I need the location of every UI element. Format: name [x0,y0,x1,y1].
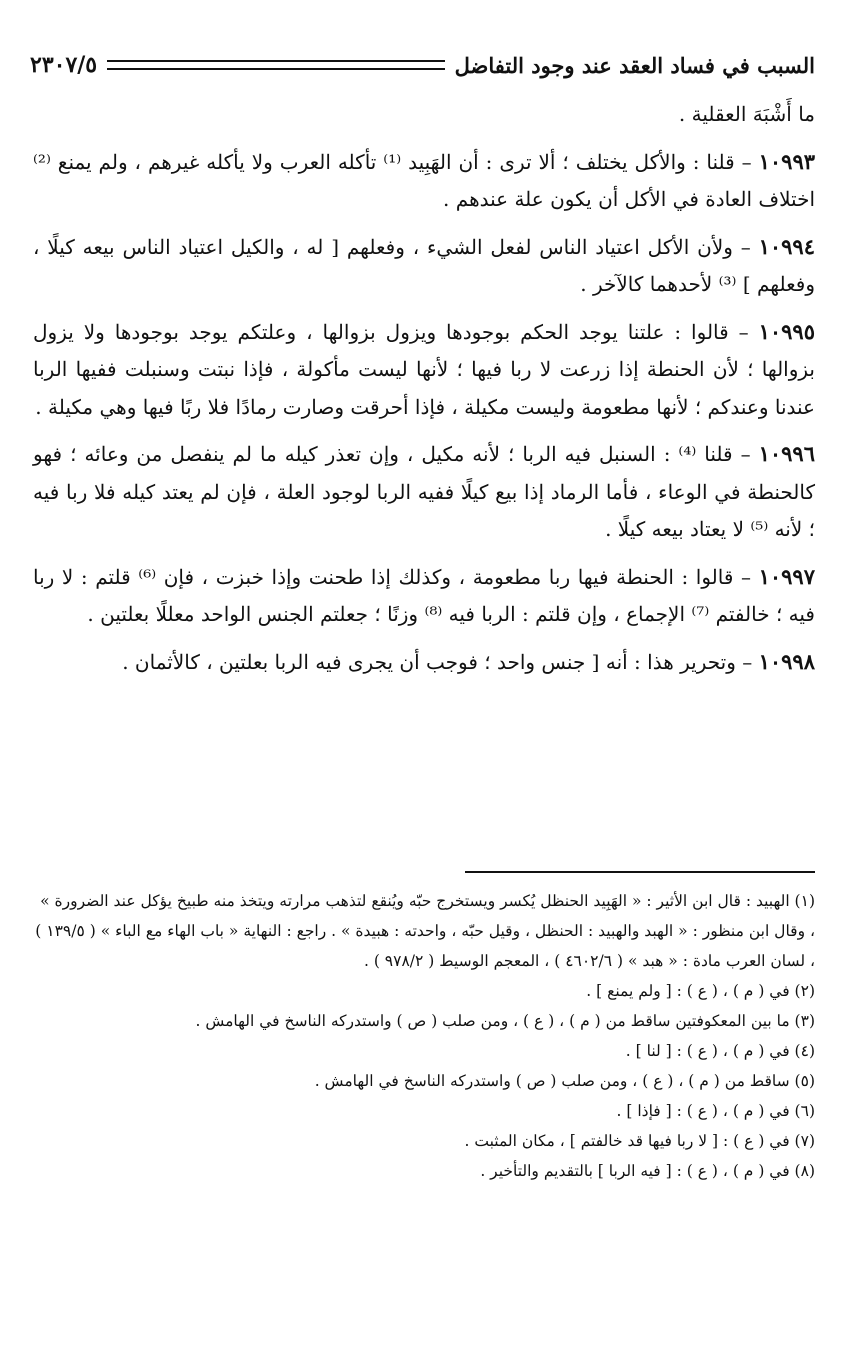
page-number: ٢٣٠٧/٥ [30,52,98,78]
running-header [30,44,815,86]
paragraph [33,143,815,219]
footnotes [33,886,815,1186]
footnote: (٨) في ( م ) ، ( ع ) : [ فيه الربا ] بالتقديم والتأخير . [480,1162,815,1180]
paragraph [33,558,815,634]
footnote: (٧) في ( ع ) : [ لا ربا فيها قد خالفتم ] ، مكان المثبت . [464,1132,815,1150]
paragraph-intro [33,96,815,134]
footnote: (٦) في ( م ) ، ( ع ) : [ فإذا ] . [616,1102,815,1120]
paragraph-text: – قالوا : علتنا يوجد الحكم بوجودها ويزول بزوالها ، وعلتكم يوجد بوجودها ولا يزول بزوالها ؛ لأن الحنطة إذا زرعت لا ربا فيها ؛ لأنها ليست مأكولة ، فإذا نبتت وسنبلت ففيها الربا عندنا وعندكم ؛ لأنها مطعومة وليست مكيلة ، فإذا أحرقت وصارت رمادًا فلا ربًا فيها وهي مكيلة . [33,319,815,419]
paragraph-text: ما أَشْبَهَ العقلية . [678,102,815,126]
paragraph-number: ١٠٩٩٨ [758,648,815,674]
main-text [33,96,815,690]
paragraph [33,228,815,304]
paragraph-number: ١٠٩٩٥ [758,318,815,344]
paragraph [33,643,815,682]
header-rule [107,60,444,70]
paragraph-text: – ولأن الأكل اعتياد الناس لفعل الشيء ، وفعلهم [ له ، والكيل اعتياد الناس بيعه كيلًا ، وفعلهم ] ⁽³⁾ لأحدهما كالآخر . [33,234,815,296]
paragraph [33,313,815,427]
paragraph-number: ١٠٩٩٧ [758,563,815,589]
paragraph [33,435,815,549]
footnote: (١) الهبيد : قال ابن الأثير : « الهَبِيد الحنظل يُكسر ويستخرج حبّه ويُنقع لتذهب مرارته ويتخذ منه طبيخ يؤكل عند الضرورة » ، وقال ابن منظور : « الهبد والهبيد : الحنظل ، وقيل حبّه ، واحدته : هبيدة » . راجع : النهاية « باب الهاء مع الباء » ( ١٣٩/٥ ) ، لسان العرب مادة : « هبد » ( ٤٦٠٢/٦ ) ، المعجم الوسيط ( ٩٧٨/٢ ) . [35,892,815,970]
chapter-title: السبب في فساد العقد عند وجود التفاضل [454,52,815,78]
paragraph-number: ١٠٩٩٤ [758,233,815,259]
paragraph-number: ١٠٩٩٦ [758,441,815,466]
footnote: (٢) في ( م ) ، ( ع ) : [ ولم يمنع ] . [586,982,815,1000]
footnote: (٣) ما بين المعكوفتين ساقط من ( م ) ، ( ع ) ، ومن صلب ( ص ) واستدركه الناسخ في الهامش . [195,1012,815,1030]
paragraph-text: – قلنا : والأكل يختلف ؛ ألا ترى : أن الهَبِيد ⁽¹⁾ تأكله العرب ولا يأكله غيرهم ، ولم يمنع ⁽²⁾ اختلاف العادة في الأكل أن يكون علة عندهم . [33,149,815,211]
footnote: (٤) في ( م ) ، ( ع ) : [ لنا ] . [625,1042,815,1060]
paragraph-text: – قلنا ⁽⁴⁾ : السنبل فيه الربا ؛ لأنه مكيل ، وإن تعذر كيله ما لم ينفصل من وعائه ؛ فهو كالحنطة في الوعاء ، فأما الرماد إذا بيع كيلًا ففيه الربا لوجود العلة ، فإن لم يعتد كيله فلا ربا فيه ؛ لأنه ⁽⁵⁾ لا يعتاد بيعه كيلًا . [33,442,815,541]
paragraph-text: – قالوا : الحنطة فيها ربا مطعومة ، وكذلك إذا طحنت وإذا خبزت ، فإن ⁽⁶⁾ قلتم : لا ربا فيه ؛ خالفتم ⁽⁷⁾ الإجماع ، وإن قلتم : الربا فيه ⁽⁸⁾ وزنًا ؛ جعلتم الجنس الواحد معللًا بعلتين . [33,564,815,626]
footnote-separator [465,871,815,873]
footnote: (٥) ساقط من ( م ) ، ( ع ) ، ومن صلب ( ص ) واستدركه الناسخ في الهامش . [314,1072,815,1090]
paragraph-text: – وتحرير هذا : أنه [ جنس واحد ؛ فوجب أن يجرى فيه الربا بعلتين ، كالأثمان . [122,649,759,674]
paragraph-number: ١٠٩٩٣ [758,148,816,174]
